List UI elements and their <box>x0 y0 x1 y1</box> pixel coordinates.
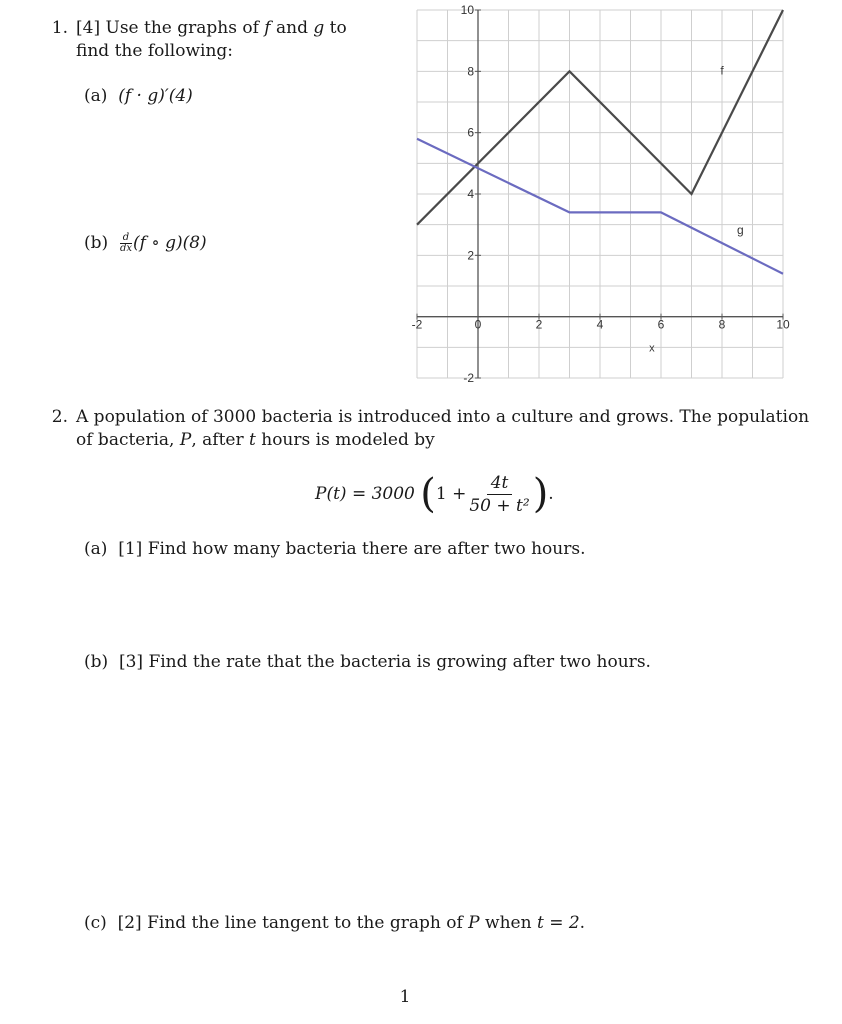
part-label: (a) <box>84 86 108 106</box>
x-tick-label: 4 <box>596 317 604 332</box>
problem-1-intro-line2: find the following: <box>76 41 234 61</box>
part-label: (b) <box>84 233 109 253</box>
problem-1-intro-line1: [4] Use the graphs of f and g to <box>76 18 347 38</box>
part-text: [1] Find how many bacteria there are after two hours. <box>118 539 586 559</box>
part-label: (c) <box>84 913 107 933</box>
formula-one-plus: 1 + <box>435 484 467 504</box>
x-tick-label: 2 <box>535 317 543 332</box>
x-tick-label: 8 <box>718 317 726 332</box>
problem-2-part-c: (c) [2] Find the line tangent to the graph of P when t = 2. <box>84 913 586 933</box>
y-tick-label: 4 <box>467 187 474 201</box>
x-tick-label: -2 <box>411 317 423 332</box>
derivative-operator: $\frac{d}{dx}$ <box>119 232 133 254</box>
y-tick-label: 10 <box>460 3 474 17</box>
series-label-g: g <box>736 222 744 237</box>
graph-f-and-g <box>405 0 800 385</box>
part-expression: (f · g)′(4) <box>118 86 193 106</box>
part-text: [3] Find the rate that the bacteria is growing after two hours. <box>118 652 651 672</box>
x-tick-label: 0 <box>474 317 482 332</box>
x-axis-label: x <box>649 342 655 355</box>
x-tick-label: 6 <box>657 317 665 332</box>
problem-1-points: [4] <box>76 18 101 38</box>
population-formula: P(t) = 3000 ( 1 + $\frac{4t}{\text{50 + t²}}$ ) . <box>315 471 554 517</box>
x-tick-label: 10 <box>776 317 790 332</box>
y-tick-label: 6 <box>467 125 474 140</box>
y-tick-label: -2 <box>463 371 474 385</box>
y-tick-label: 2 <box>467 248 474 263</box>
part-text: [2] Find the line tangent to the graph of <box>117 913 463 933</box>
y-tick-label: 8 <box>467 64 474 79</box>
formula-lhs: P(t) = 3000 <box>315 484 415 504</box>
formula-fraction: $\frac{4t}{\text{50 + t²}}$ <box>469 472 530 516</box>
problem-2-part-b <box>84 651 651 673</box>
problem-1-part-b <box>84 232 207 254</box>
problem-2-line1: A population of 3000 bacteria is introduced into a culture and grows. The population <box>76 407 810 427</box>
part-label: (a) <box>84 539 108 559</box>
problem-2-line2: of bacteria, P, after t hours is modeled by <box>76 430 435 450</box>
problem-1-number: 1. <box>51 18 68 38</box>
part-label: (b) <box>84 652 109 672</box>
series-label-f: f <box>720 63 724 78</box>
problem-2-part-a <box>84 538 585 560</box>
part-expression: (f ∘ g)(8) <box>133 233 207 253</box>
problem-1-part-a <box>84 85 193 107</box>
page-number: 1 <box>399 987 411 1007</box>
problem-2-number: 2. <box>51 407 68 427</box>
